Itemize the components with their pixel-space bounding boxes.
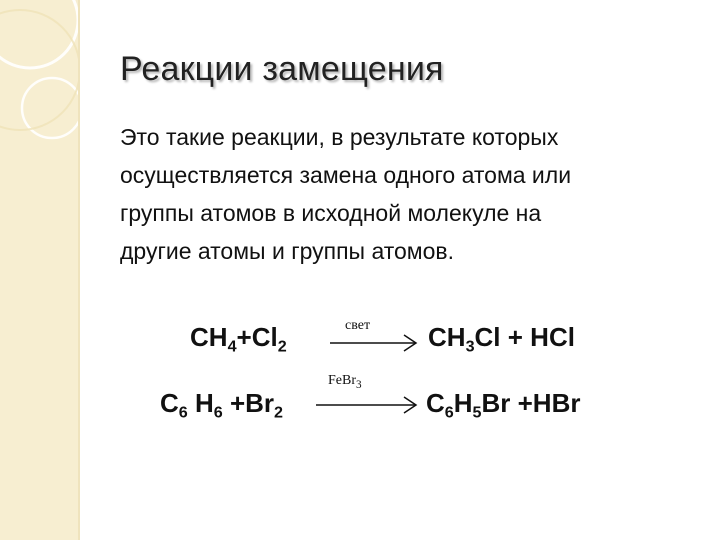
formula-subscript: 5 — [472, 403, 482, 422]
formula-text: H — [187, 388, 214, 418]
slide-title: Реакции замещения — [120, 50, 444, 88]
formula-text: Cl + HCl — [474, 322, 575, 352]
formula-subscript: 4 — [227, 337, 237, 356]
equation-1-condition: свет — [345, 318, 371, 333]
definition-line: группы атомов в исходной молекуле на — [120, 200, 542, 226]
equation-2-condition — [328, 373, 362, 391]
reaction-arrow-2 — [316, 395, 420, 415]
equation-2-reactants — [160, 388, 283, 423]
reaction-arrow-1 — [330, 333, 420, 353]
formula-text: Br +HBr — [481, 388, 581, 418]
formula-subscript: 6 — [178, 403, 188, 422]
formula-subscript: 3 — [465, 337, 475, 356]
equation-1-products — [428, 322, 575, 357]
catalyst-subscript: 3 — [356, 378, 362, 391]
formula-text: C — [160, 388, 179, 418]
catalyst-text: FeBr — [328, 373, 356, 388]
formula-text: C — [426, 388, 445, 418]
formula-text: CH — [428, 322, 466, 352]
formula-text: +Br — [222, 388, 275, 418]
equation-2-products — [426, 388, 580, 423]
formula-text: H — [453, 388, 473, 418]
formula-text: CH — [190, 322, 228, 352]
formula-subscript: 6 — [213, 403, 223, 422]
formula-subscript: 2 — [277, 337, 287, 356]
definition-line: осуществляется замена одного атома или — [120, 162, 572, 188]
definition-text — [120, 118, 700, 270]
decorative-circles — [0, 0, 78, 540]
formula-text: +Cl — [236, 322, 278, 352]
formula-subscript: 2 — [274, 403, 283, 422]
definition-line: Это такие реакции, в результате которых — [120, 124, 559, 150]
definition-line: другие атомы и группы атомов. — [120, 238, 455, 264]
decorative-side-panel — [0, 0, 80, 540]
formula-subscript: 6 — [444, 403, 454, 422]
equation-1-reactants — [190, 322, 287, 357]
